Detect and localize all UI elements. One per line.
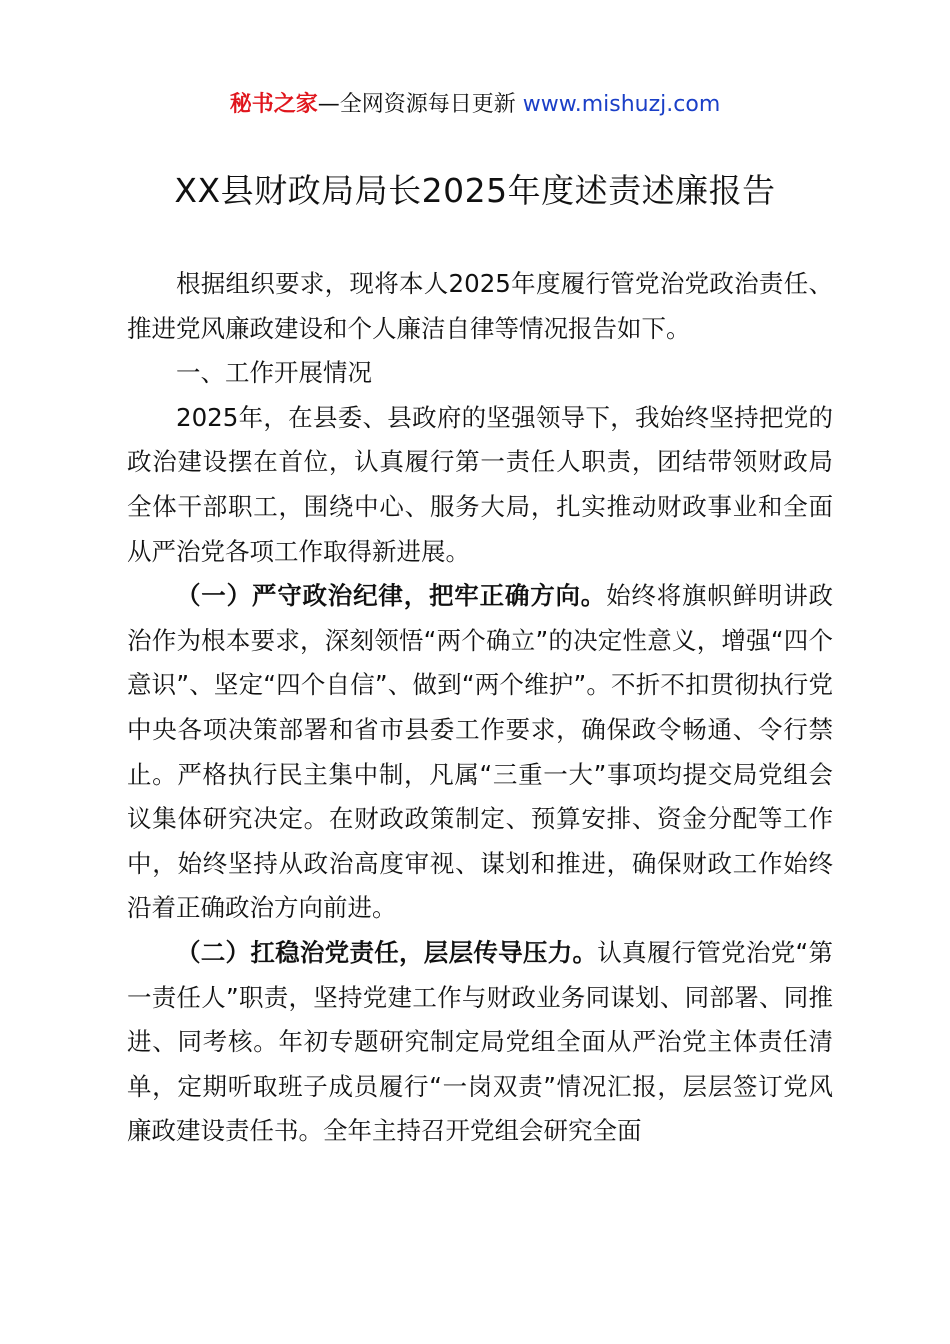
site-brand: 秘书之家 <box>229 92 318 117</box>
document-title: XX县财政局局长2025年度述责述廉报告 <box>174 171 776 210</box>
intro-paragraph: 根据组织要求，现将本人2025年度履行管党治党政治责任、推进党风廉政建设和个人廉洁自律等情况报告如下。 <box>127 269 833 343</box>
site-header <box>0 88 950 122</box>
section-heading: 一、工作开展情况 <box>176 358 372 388</box>
site-slogan: —全网资源每日更新 <box>317 92 516 117</box>
document-body <box>127 262 833 1154</box>
item-lead-1: （一）严守政治纪律，把牢正确方向。 <box>176 581 607 611</box>
item-paragraph-1 <box>127 574 833 931</box>
section-paragraph: 2025年，在县委、县政府的坚强领导下，我始终坚持把党的政治建设摆在首位，认真履行第一责任人职责，团结带领财政局全体干部职工，围绕中心、服务大局，扎实推动财政事业和全面从严治党各项工作取得新进展。 <box>127 402 833 566</box>
item-text-2: 认真履行管党治党“第一责任人”职责，坚持党建工作与财政业务同谋划、同部署、同推进、同考核。年初专题研究制定局党组全面从严治党主体责任清单，定期听取班子成员履行“一岗双责”情况汇报，层层签订党风廉政建设责任书。全年主持召开党组会研究全面 <box>127 937 833 1146</box>
item-paragraph-2 <box>127 931 833 1154</box>
site-url-link[interactable]: www.mishuzj.com <box>522 92 721 117</box>
item-lead-2: （二）扛稳治党责任，层层传导压力。 <box>176 937 598 967</box>
item-text-1: 始终将旗帜鲜明讲政治作为根本要求，深刻领悟“两个确立”的决定性意义，增强“四个意识”、坚定“四个自信”、做到“两个维护”。不折不扣贯彻执行党中央各项决策部署和省市县委工作要求，确保政令畅通、令行禁止。严格执行民主集中制，凡属“三重一大”事项均提交局党组会议集体研究决定。在财政政策制定、预算安排、资金分配等工作中，始终坚持从政治高度审视、谋划和推进，确保财政工作始终沿着正确政治方向前进。 <box>127 581 834 923</box>
